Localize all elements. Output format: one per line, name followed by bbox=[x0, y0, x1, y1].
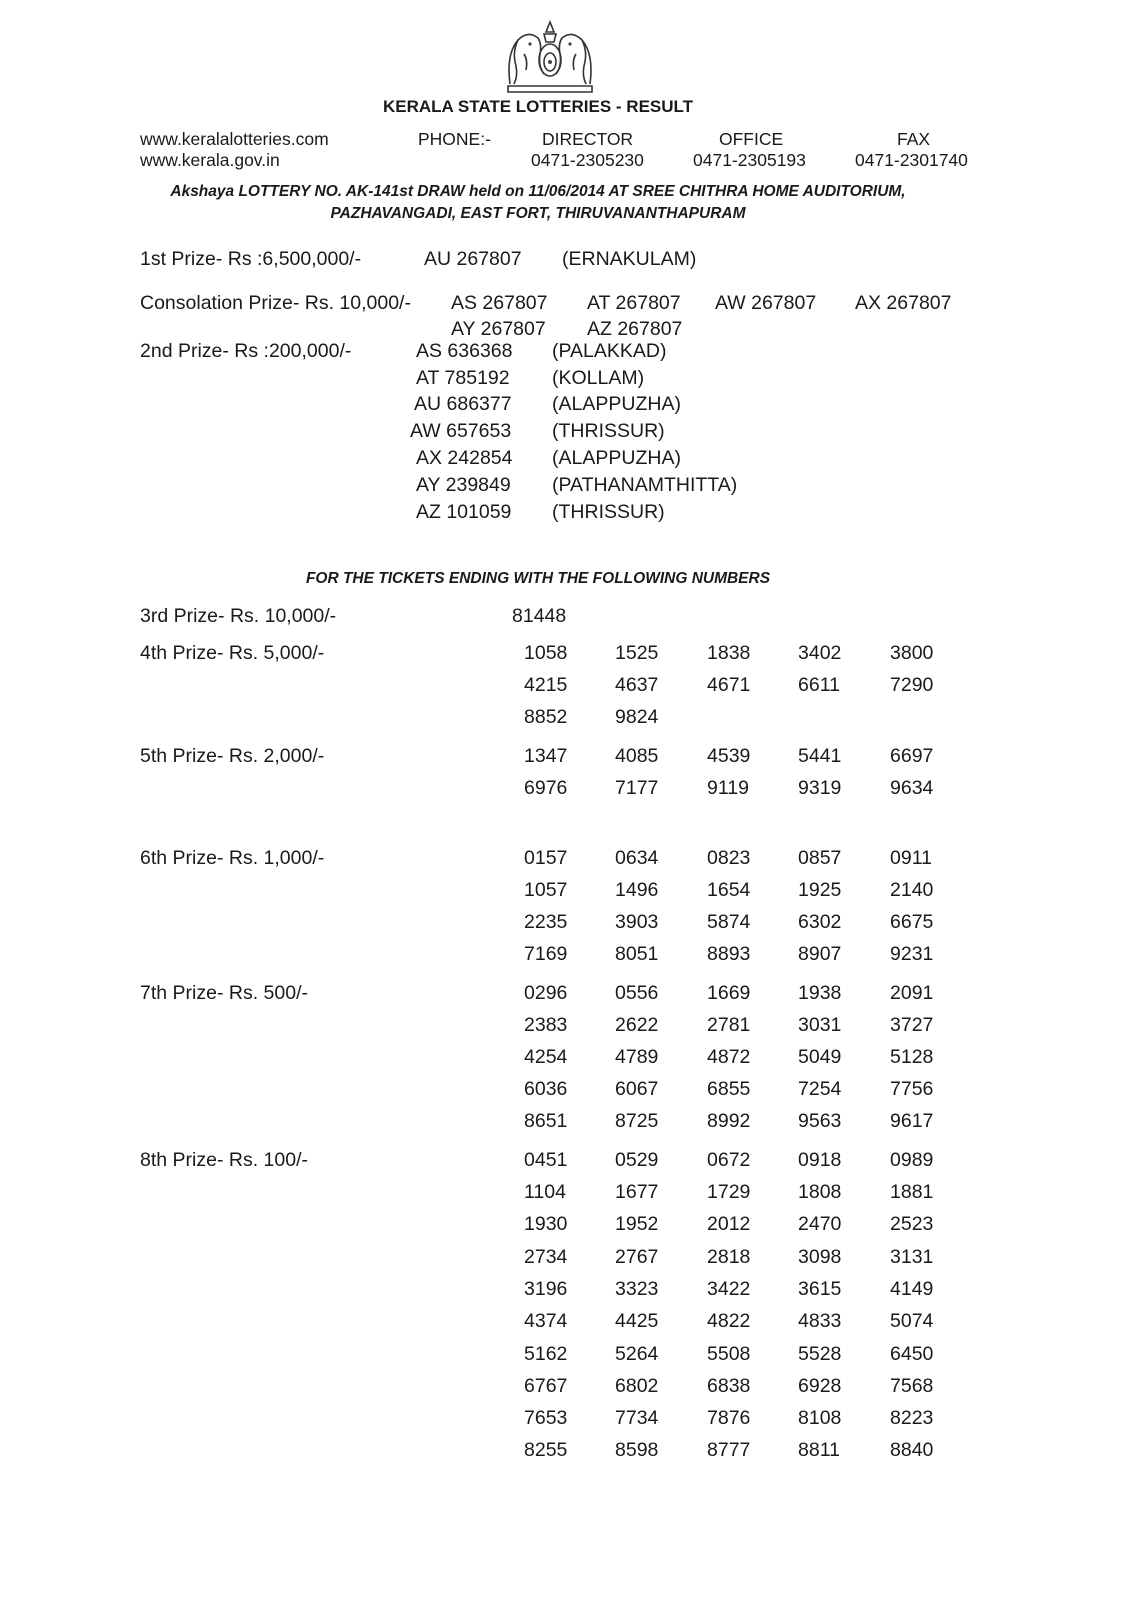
fourth-prize-number: 7290 bbox=[890, 674, 934, 696]
eighth-prize-number: 0451 bbox=[524, 1149, 568, 1171]
seventh-prize-number: 7254 bbox=[798, 1078, 842, 1100]
eighth-prize-number: 7734 bbox=[615, 1407, 659, 1429]
eighth-prize-number: 1677 bbox=[615, 1181, 659, 1203]
fifth-prize-number: 6697 bbox=[890, 745, 934, 767]
eighth-prize-number: 4374 bbox=[524, 1310, 568, 1332]
sixth-prize-number: 2235 bbox=[524, 911, 568, 933]
eighth-prize-label: 8th Prize- Rs. 100/- bbox=[140, 1149, 308, 1171]
office-label: OFFICE bbox=[719, 129, 784, 149]
consolation-ticket: AT 267807 bbox=[587, 292, 681, 314]
seventh-prize-number: 9563 bbox=[798, 1110, 842, 1132]
eighth-prize-number: 4833 bbox=[798, 1310, 842, 1332]
eighth-prize-number: 2470 bbox=[798, 1213, 842, 1235]
fourth-prize-number: 6611 bbox=[798, 674, 840, 696]
consolation-ticket: AZ 267807 bbox=[587, 318, 683, 340]
eighth-prize-number: 0529 bbox=[615, 1149, 659, 1171]
sixth-prize-number: 1496 bbox=[615, 879, 659, 901]
second-prize-place: (ALAPPUZHA) bbox=[552, 447, 681, 469]
fifth-prize-number: 9634 bbox=[890, 777, 934, 799]
seventh-prize-number: 6036 bbox=[524, 1078, 568, 1100]
seventh-prize-number: 1938 bbox=[798, 982, 842, 1004]
fifth-prize-number: 9319 bbox=[798, 777, 842, 799]
fax-phone: 0471-2301740 bbox=[855, 150, 968, 170]
eighth-prize-number: 6767 bbox=[524, 1375, 568, 1397]
eighth-prize-number: 3615 bbox=[798, 1278, 842, 1300]
fifth-prize-number: 6976 bbox=[524, 777, 568, 799]
fifth-prize-number: 1347 bbox=[524, 745, 568, 767]
sixth-prize-number: 5874 bbox=[707, 911, 751, 933]
seventh-prize-number: 2383 bbox=[524, 1014, 568, 1036]
kerala-emblem-icon bbox=[500, 14, 600, 96]
sixth-prize-number: 1057 bbox=[524, 879, 568, 901]
first-prize-place: (ERNAKULAM) bbox=[562, 248, 697, 270]
sixth-prize-number: 1925 bbox=[798, 879, 842, 901]
sixth-prize-number: 6675 bbox=[890, 911, 934, 933]
seventh-prize-number: 0556 bbox=[615, 982, 659, 1004]
eighth-prize-number: 1808 bbox=[798, 1181, 842, 1203]
sixth-prize-label: 6th Prize- Rs. 1,000/- bbox=[140, 847, 325, 869]
eighth-prize-number: 8108 bbox=[798, 1407, 842, 1429]
draw-info-line-1: Akshaya LOTTERY NO. AK-141st DRAW held on 11/06/2014 AT SREE CHITHRA HOME AUDITORIUM, bbox=[170, 183, 906, 200]
seventh-prize-number: 8651 bbox=[524, 1110, 568, 1132]
eighth-prize-number: 0672 bbox=[707, 1149, 751, 1171]
seventh-prize-number: 3727 bbox=[890, 1014, 934, 1036]
sixth-prize-number: 6302 bbox=[798, 911, 842, 933]
website-link-2[interactable]: www.kerala.gov.in bbox=[140, 150, 280, 170]
second-prize-ticket: AU 686377 bbox=[414, 393, 512, 415]
eighth-prize-number: 8598 bbox=[615, 1439, 659, 1461]
second-prize-place: (KOLLAM) bbox=[552, 367, 645, 389]
office-phone: 0471-2305193 bbox=[693, 150, 806, 170]
seventh-prize-number: 2091 bbox=[890, 982, 934, 1004]
eighth-prize-number: 1104 bbox=[524, 1181, 566, 1203]
second-prize-ticket: AS 636368 bbox=[416, 340, 513, 362]
fourth-prize-number: 4671 bbox=[707, 674, 751, 696]
eighth-prize-number: 3098 bbox=[798, 1246, 842, 1268]
eighth-prize-number: 1930 bbox=[524, 1213, 568, 1235]
first-prize-ticket: AU 267807 bbox=[424, 248, 522, 270]
second-prize-label: 2nd Prize- Rs :200,000/- bbox=[140, 340, 352, 362]
fifth-prize-number: 9119 bbox=[707, 777, 749, 799]
eighth-prize-number: 6838 bbox=[707, 1375, 751, 1397]
fourth-prize-number: 1525 bbox=[615, 642, 659, 664]
eighth-prize-number: 0918 bbox=[798, 1149, 842, 1171]
eighth-prize-number: 7876 bbox=[707, 1407, 751, 1429]
website-link-1[interactable]: www.keralalotteries.com bbox=[140, 129, 329, 149]
fifth-prize-number: 5441 bbox=[798, 745, 842, 767]
eighth-prize-number: 8811 bbox=[798, 1439, 840, 1461]
sixth-prize-number: 0157 bbox=[524, 847, 568, 869]
fifth-prize-number: 4539 bbox=[707, 745, 751, 767]
sixth-prize-number: 8907 bbox=[798, 943, 842, 965]
fourth-prize-number: 1058 bbox=[524, 642, 568, 664]
seventh-prize-number: 6855 bbox=[707, 1078, 751, 1100]
fourth-prize-label: 4th Prize- Rs. 5,000/- bbox=[140, 642, 325, 664]
sixth-prize-number: 0634 bbox=[615, 847, 659, 869]
second-prize-place: (ALAPPUZHA) bbox=[552, 393, 681, 415]
seventh-prize-number: 5128 bbox=[890, 1046, 934, 1068]
seventh-prize-number: 5049 bbox=[798, 1046, 842, 1068]
director-label: DIRECTOR bbox=[542, 129, 634, 149]
seventh-prize-number: 4789 bbox=[615, 1046, 659, 1068]
fourth-prize-number: 3800 bbox=[890, 642, 934, 664]
seventh-prize-number: 7756 bbox=[890, 1078, 934, 1100]
fifth-prize-number: 7177 bbox=[615, 777, 659, 799]
eighth-prize-number: 0989 bbox=[890, 1149, 934, 1171]
second-prize-ticket: AW 657653 bbox=[410, 420, 512, 442]
fifth-prize-number: 4085 bbox=[615, 745, 659, 767]
fifth-prize-label: 5th Prize- Rs. 2,000/- bbox=[140, 745, 325, 767]
seventh-prize-number: 2622 bbox=[615, 1014, 659, 1036]
eighth-prize-number: 5528 bbox=[798, 1343, 842, 1365]
sixth-prize-number: 7169 bbox=[524, 943, 568, 965]
fourth-prize-number: 1838 bbox=[707, 642, 751, 664]
eighth-prize-number: 2767 bbox=[615, 1246, 659, 1268]
fourth-prize-number: 9824 bbox=[615, 706, 659, 728]
eighth-prize-number: 8777 bbox=[707, 1439, 751, 1461]
eighth-prize-number: 5074 bbox=[890, 1310, 934, 1332]
eighth-prize-number: 8255 bbox=[524, 1439, 568, 1461]
seventh-prize-number: 1669 bbox=[707, 982, 751, 1004]
seventh-prize-number: 4872 bbox=[707, 1046, 751, 1068]
consolation-ticket: AY 267807 bbox=[451, 318, 546, 340]
eighth-prize-number: 3196 bbox=[524, 1278, 568, 1300]
sixth-prize-number: 2140 bbox=[890, 879, 934, 901]
fourth-prize-number: 3402 bbox=[798, 642, 842, 664]
eighth-prize-number: 6802 bbox=[615, 1375, 659, 1397]
eighth-prize-number: 3422 bbox=[707, 1278, 751, 1300]
eighth-prize-number: 6450 bbox=[890, 1343, 934, 1365]
seventh-prize-number: 9617 bbox=[890, 1110, 934, 1132]
eighth-prize-number: 5508 bbox=[707, 1343, 751, 1365]
sixth-prize-number: 8893 bbox=[707, 943, 751, 965]
seventh-prize-number: 4254 bbox=[524, 1046, 568, 1068]
page-title: KERALA STATE LOTTERIES - RESULT bbox=[382, 97, 694, 116]
draw-info-line-2: PAZHAVANGADI, EAST FORT, THIRUVANANTHAPURAM bbox=[330, 205, 746, 222]
sixth-prize-number: 1654 bbox=[707, 879, 751, 901]
eighth-prize-number: 4149 bbox=[890, 1278, 934, 1300]
second-prize-place: (THRISSUR) bbox=[552, 501, 665, 523]
fax-label: FAX bbox=[897, 129, 931, 149]
eighth-prize-number: 2523 bbox=[890, 1213, 934, 1235]
seventh-prize-number: 8725 bbox=[615, 1110, 659, 1132]
first-prize-label: 1st Prize- Rs :6,500,000/- bbox=[140, 248, 362, 270]
third-prize-label: 3rd Prize- Rs. 10,000/- bbox=[140, 605, 337, 627]
second-prize-ticket: AT 785192 bbox=[416, 367, 510, 389]
sixth-prize-number: 8051 bbox=[615, 943, 659, 965]
seventh-prize-number: 2781 bbox=[707, 1014, 751, 1036]
consolation-ticket: AX 267807 bbox=[855, 292, 952, 314]
third-prize-number: 81448 bbox=[512, 605, 567, 627]
eighth-prize-number: 5162 bbox=[524, 1343, 568, 1365]
eighth-prize-number: 7568 bbox=[890, 1375, 934, 1397]
eighth-prize-number: 2012 bbox=[707, 1213, 751, 1235]
eighth-prize-number: 1729 bbox=[707, 1181, 751, 1203]
fourth-prize-number: 8852 bbox=[524, 706, 568, 728]
second-prize-place: (PATHANAMTHITTA) bbox=[552, 474, 738, 496]
fourth-prize-number: 4215 bbox=[524, 674, 568, 696]
seventh-prize-label: 7th Prize- Rs. 500/- bbox=[140, 982, 308, 1004]
eighth-prize-number: 8840 bbox=[890, 1439, 934, 1461]
sixth-prize-number: 9231 bbox=[890, 943, 934, 965]
eighth-prize-number: 1881 bbox=[890, 1181, 934, 1203]
seventh-prize-number: 6067 bbox=[615, 1078, 659, 1100]
consolation-ticket: AS 267807 bbox=[451, 292, 548, 314]
eighth-prize-number: 4425 bbox=[615, 1310, 659, 1332]
seventh-prize-number: 3031 bbox=[798, 1014, 842, 1036]
eighth-prize-number: 4822 bbox=[707, 1310, 751, 1332]
consolation-prize-label: Consolation Prize- Rs. 10,000/- bbox=[140, 292, 411, 314]
consolation-ticket: AW 267807 bbox=[715, 292, 817, 314]
eighth-prize-number: 3323 bbox=[615, 1278, 659, 1300]
second-prize-place: (PALAKKAD) bbox=[552, 340, 667, 362]
director-phone: 0471-2305230 bbox=[531, 150, 644, 170]
fourth-prize-number: 4637 bbox=[615, 674, 659, 696]
second-prize-ticket: AX 242854 bbox=[416, 447, 513, 469]
ending-numbers-heading: FOR THE TICKETS ENDING WITH THE FOLLOWING NUMBERS bbox=[305, 570, 771, 587]
eighth-prize-number: 2818 bbox=[707, 1246, 751, 1268]
phone-label: PHONE:- bbox=[418, 129, 491, 149]
eighth-prize-number: 3131 bbox=[890, 1246, 934, 1268]
sixth-prize-number: 0911 bbox=[890, 847, 932, 869]
eighth-prize-number: 8223 bbox=[890, 1407, 934, 1429]
second-prize-ticket: AZ 101059 bbox=[416, 501, 512, 523]
second-prize-place: (THRISSUR) bbox=[552, 420, 665, 442]
second-prize-ticket: AY 239849 bbox=[416, 474, 511, 496]
seventh-prize-number: 0296 bbox=[524, 982, 568, 1004]
eighth-prize-number: 7653 bbox=[524, 1407, 568, 1429]
eighth-prize-number: 6928 bbox=[798, 1375, 842, 1397]
sixth-prize-number: 0823 bbox=[707, 847, 751, 869]
seventh-prize-number: 8992 bbox=[707, 1110, 751, 1132]
eighth-prize-number: 5264 bbox=[615, 1343, 659, 1365]
eighth-prize-number: 1952 bbox=[615, 1213, 659, 1235]
sixth-prize-number: 3903 bbox=[615, 911, 659, 933]
sixth-prize-number: 0857 bbox=[798, 847, 842, 869]
eighth-prize-number: 2734 bbox=[524, 1246, 568, 1268]
